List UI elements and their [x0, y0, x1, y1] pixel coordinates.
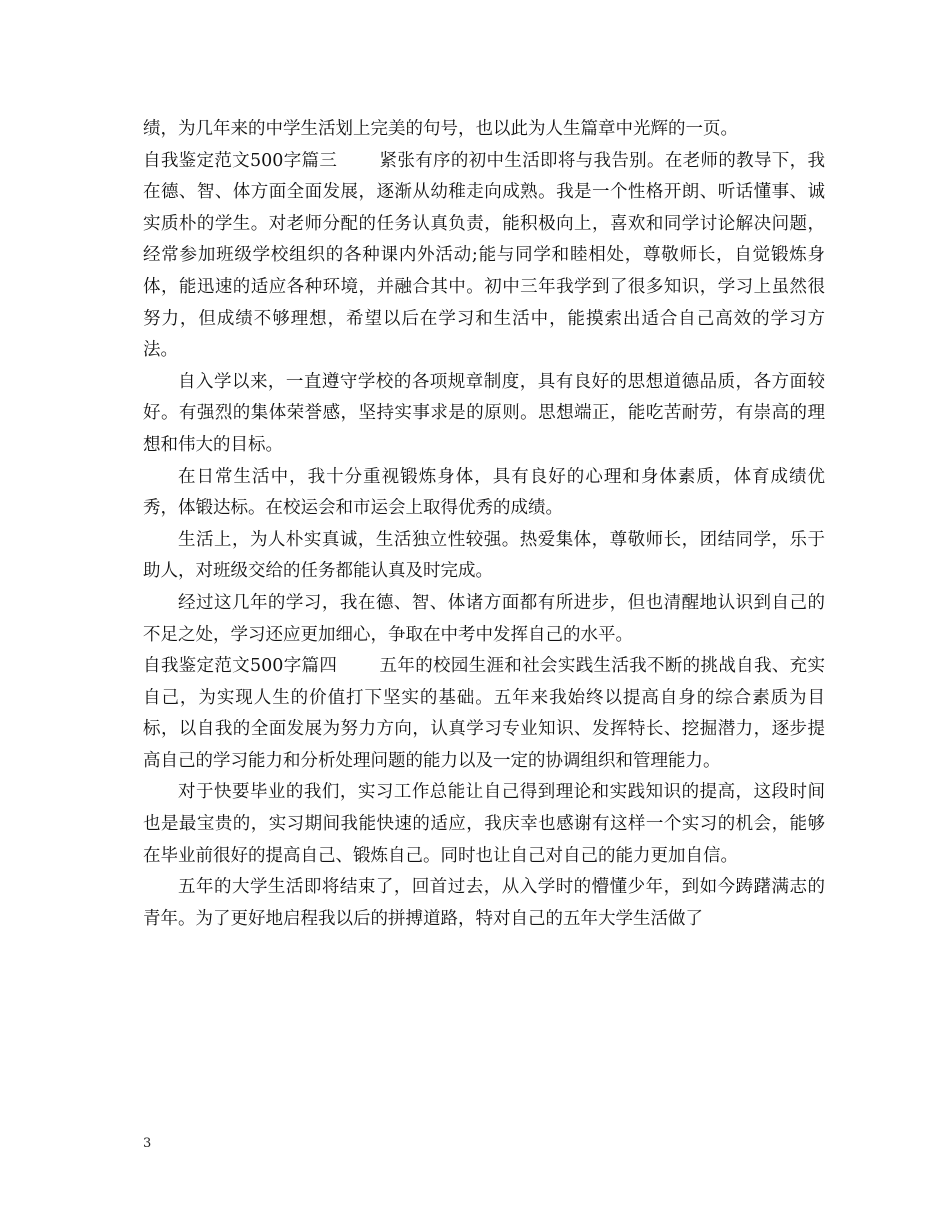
paragraph-5: 生活上，为人朴实真诚，生活独立性较强。热爱集体，尊敬师长，团结同学，乐于助人，对班级交给的任务都能认真及时完成。 — [143, 529, 825, 582]
paragraph-3: 自入学以来，一直遵守学校的各项规章制度，具有良好的思想道德品质，各方面较好。有强烈的集体荣誉感，坚持实事求是的原则。思想端正，能吃苦耐劳，有崇高的理想和伟大的目标。 — [143, 371, 825, 455]
section-heading-3: 自我鉴定范文500字篇三 — [143, 150, 338, 171]
paragraph-7: 自我鉴定范文500字篇四 五年的校园生涯和社会实践生活我不断的挑战自我、充实自己，为实现人生的价值打下坚实的基础。五年来我始终以提高自身的综合素质为目标，以自我的全面发展为努力方向，认真学习专业知识、发挥特长、挖掘潜力，逐步提高自己的学习能力和分析处理问题的能力以及一定的协调组织和管理能力。 — [143, 656, 825, 771]
section-heading-4: 自我鉴定范文500字篇四 — [143, 656, 338, 677]
paragraph-8: 对于快要毕业的我们，实习工作总能让自己得到理论和实践知识的提高，这段时间也是最宝贵的，实习期间我能快速的适应，我庆幸也感谢有这样一个实习的机会，能够在毕业前很好的提高自己、锻炼自己。同时也让自己对自己的能力更加自信。 — [143, 782, 825, 866]
paragraph-1: 绩，为几年来的中学生活划上完美的句号，也以此为人生篇章中光辉的一页。 — [143, 119, 738, 139]
paragraph-4: 在日常生活中，我十分重视锻炼身体，具有良好的心理和身体素质，体育成绩优秀，体锻达标。在校运会和市运会上取得优秀的成绩。 — [143, 466, 825, 519]
paragraph-9: 五年的大学生活即将结束了，回首过去，从入学时的懵懂少年，到如今踌躇满志的青年。为了更好地启程我以后的拼搏道路，特对自己的五年大学生活做了 — [143, 877, 825, 929]
page-number: 3 — [143, 1136, 152, 1151]
paragraph-2: 自我鉴定范文500字篇三 紧张有序的初中生活即将与我告别。在老师的教导下，我在德、智、体方面全面发展，逐渐从幼稚走向成熟。我是一个性格开朗、听话懂事、诚实质朴的学生。对老师分配的任务认真负责，能积极向上，喜欢和同学讨论解决问题，经常参加班级学校组织的各种课内外活动;能与同学和睦相处，尊敬师长，自觉锻炼身体，能迅速的适应各种环境，并融合其中。初中三年我学到了很多知识，学习上虽然很努力，但成绩不够理想，希望以后在学习和生活中，能摸索出适合自己高效的学习方法。 — [143, 150, 825, 361]
document-body — [143, 114, 825, 935]
paragraph-6: 经过这几年的学习，我在德、智、体诸方面都有所进步，但也清醒地认识到自己的不足之处，学习还应更加细心，争取在中考中发挥自己的水平。 — [143, 592, 825, 645]
